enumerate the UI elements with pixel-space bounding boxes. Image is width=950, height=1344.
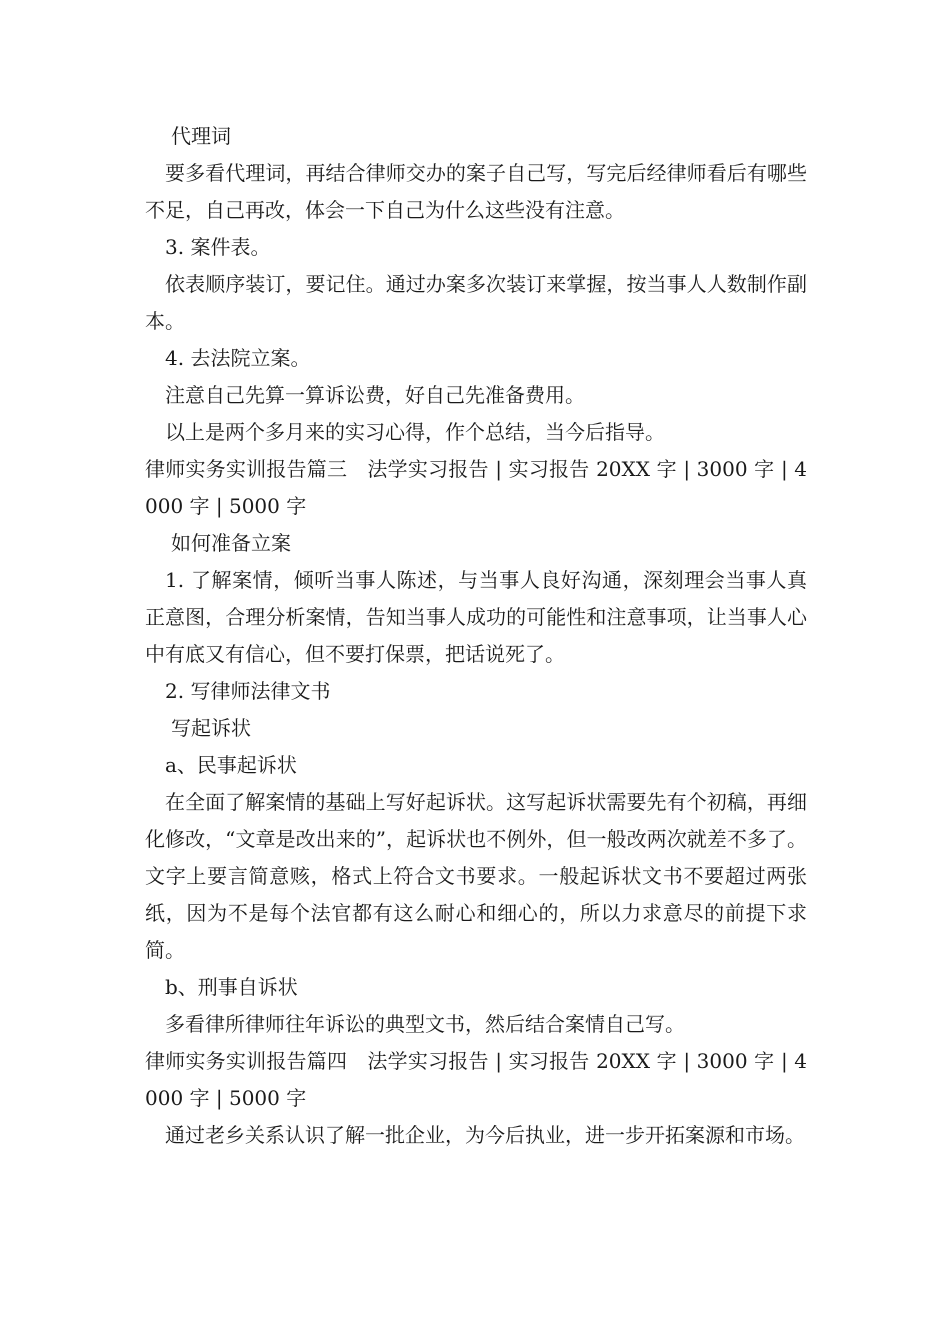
paragraph-agent-statement-body: 要多看代理词，再结合律师交办的案子自己写，写完后经律师看后有哪些不足，自己再改，体会一下自己为什么这些没有注意。 xyxy=(145,161,807,222)
paragraph-summary: 以上是两个多月来的实习心得，作个总结，当今后指导。 xyxy=(165,420,665,444)
section-heading-part-four: 律师实务实训报告篇四 法学实习报告 | 实习报告 20XX 字 | 3000 字 | 4000 字 | 5000 字 xyxy=(145,1049,807,1110)
paragraph-case-table-body: 依表顺序装订，要记住。通过办案多次装订来掌握，按当事人人数制作副本。 xyxy=(145,272,807,333)
paragraph-complaint-title: 写起诉状 xyxy=(171,716,251,740)
paragraph-business-network: 通过老乡关系认识了解一批企业，为今后执业，进一步开拓案源和市场。 xyxy=(165,1123,805,1147)
paragraph-prepare-filing-title: 如何准备立案 xyxy=(171,531,291,555)
paragraph-case-table-title: 3. 案件表。 xyxy=(165,235,271,259)
paragraph-criminal-complaint-body: 多看律所律师往年诉讼的典型文书，然后结合案情自己写。 xyxy=(165,1012,685,1036)
paragraph-court-filing-title: 4. 去法院立案。 xyxy=(165,346,311,370)
paragraph-legal-documents-title: 2. 写律师法律文书 xyxy=(165,679,331,703)
paragraph-civil-complaint-body: 在全面了解案情的基础上写好起诉状。这写起诉状需要先有个初稿，再细化修改，“文章是改出来的”，起诉状也不例外，但一般改两次就差不多了。文字上要言简意赅，格式上符合文书要求。一般起诉状文书不要超过两张纸，因为不是每个法官都有这么耐心和细心的，所以力求意尽的前提下求简。 xyxy=(145,790,807,962)
paragraph-civil-complaint-title: a、民事起诉状 xyxy=(165,753,297,777)
section-heading-part-three: 律师实务实训报告篇三 法学实习报告 | 实习报告 20XX 字 | 3000 字 | 4000 字 | 5000 字 xyxy=(145,457,807,518)
document-page xyxy=(145,118,807,1154)
paragraph-understand-case: 1. 了解案情，倾听当事人陈述，与当事人良好沟通，深刻理会当事人真正意图，合理分析案情，告知当事人成功的可能性和注意事项，让当事人心中有底又有信心，但不要打保票，把话说死了。 xyxy=(145,568,807,666)
paragraph-court-filing-body: 注意自己先算一算诉讼费，好自己先准备费用。 xyxy=(165,383,585,407)
paragraph-agent-statement-title: 代理词 xyxy=(171,124,231,148)
paragraph-criminal-complaint-title: b、刑事自诉状 xyxy=(165,975,298,999)
